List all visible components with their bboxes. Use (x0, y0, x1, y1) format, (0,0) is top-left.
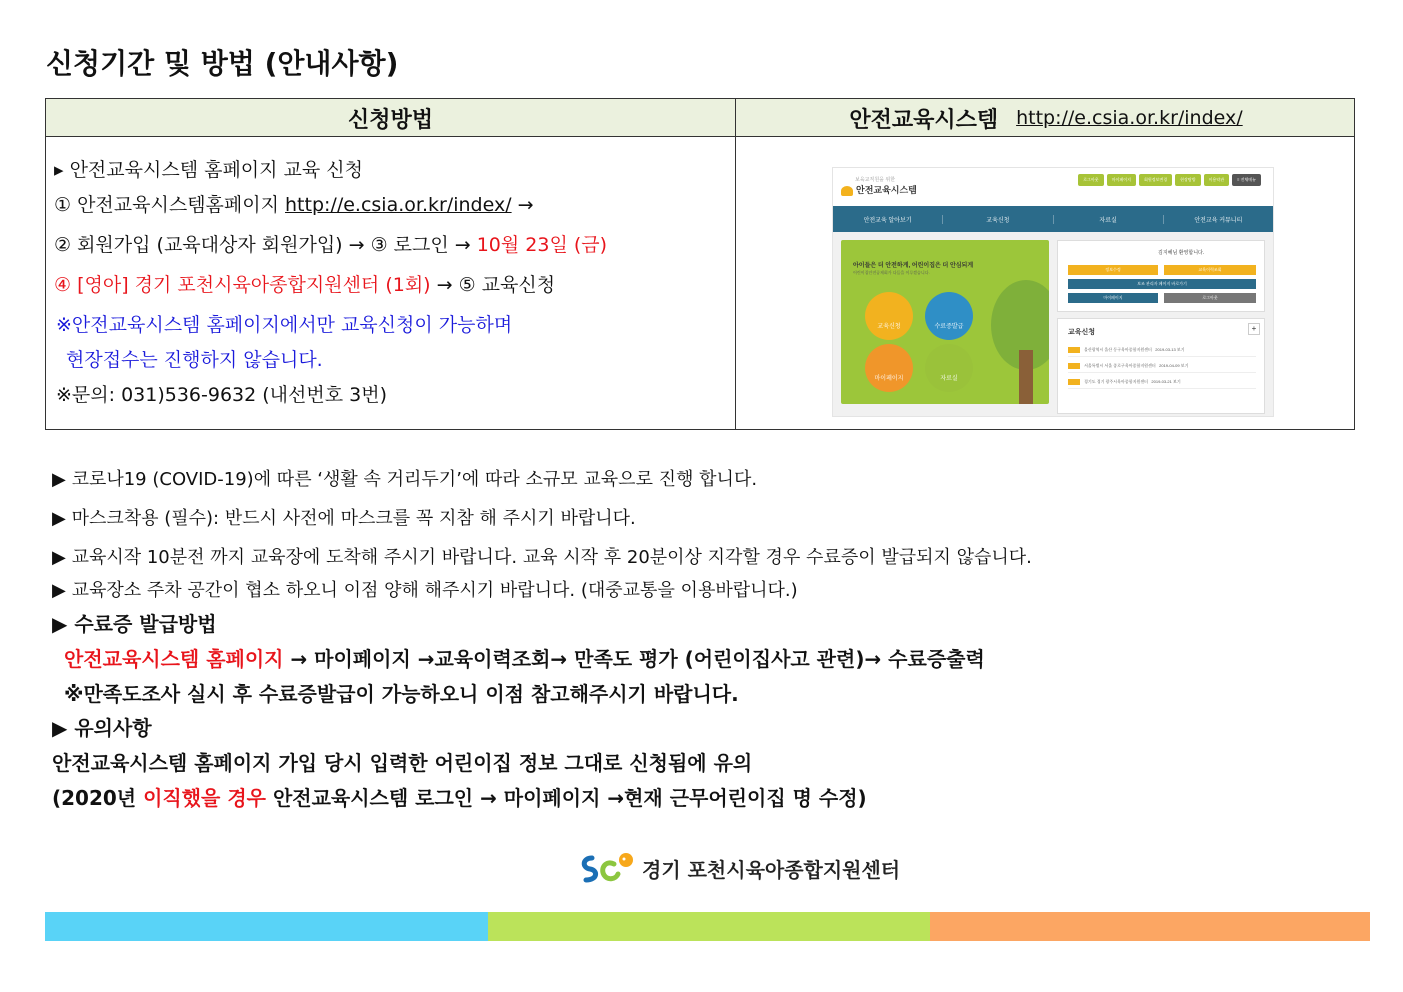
arrow-text: → (511, 194, 534, 216)
contact-info: ※문의: 031)536-9632 (내선번호 3번) (56, 384, 387, 406)
method-note-2: 현장접수는 진행하지 않습니다. (66, 349, 323, 371)
center-logo-icon (578, 850, 636, 886)
certificate-circle-button[interactable]: 수료증발급 (925, 292, 973, 340)
header-method: 신청방법 (46, 99, 736, 137)
welcome-text: 김지혜님 환영합니다. (1158, 250, 1205, 256)
logo-tagline: 보육교직원을 위한 (855, 177, 896, 183)
step-5-text: → ⑤ 교육신청 (430, 274, 556, 296)
hero-text: 아이들은 더 안전하게, 어린이집은 더 안심되게 (853, 263, 974, 269)
visit-button[interactable]: 현장탐방 (1175, 174, 1200, 186)
list-item[interactable]: 경기도 경기 광주시육아종합지원센터 2019-03-21 보기 (1068, 379, 1256, 389)
resources-circle-button[interactable]: 자료실 (925, 344, 973, 392)
logo-mark-icon (841, 186, 853, 196)
info-table (45, 98, 1355, 430)
footer-org-name: 경기 포천시육아종합지원센터 (642, 857, 901, 882)
method-note-1: ※안전교육시스템 홈페이지에서만 교육신청이 가능하며 (56, 314, 513, 336)
list-item[interactable]: 울산광역시 울산 동구육아종합지원센터 2019-03-13 보기 (1068, 347, 1256, 357)
edit-profile-button[interactable]: 회원정보변경 (1139, 174, 1172, 186)
edit-info-button[interactable]: 정보수정 (1068, 265, 1158, 275)
note-arrival: ▶ 교육시작 10분전 까지 교육장에 도착해 주시기 바랍니다. 교육 시작 후 20분이상 지각할 경우 수료증이 발급되지 않습니다. (52, 547, 1032, 568)
history-button[interactable]: 교육이력조회 (1164, 265, 1256, 275)
caution-2-highlight: 이직했을 경우 (143, 786, 266, 810)
certificate-homepage-text: 안전교육시스템 홈페이지 (64, 647, 284, 671)
login-panel (1057, 240, 1265, 312)
nav-community[interactable]: 안전교육 커뮤니티 (1194, 217, 1243, 224)
sub-admin-button[interactable]: 보조 관리자 페이지 바로가기 (1068, 279, 1256, 289)
header-system (736, 99, 1356, 137)
system-screenshot (832, 167, 1274, 417)
login-logout-button[interactable]: 로그아웃 (1164, 293, 1256, 303)
page-title: 신청기간 및 방법 (안내사항) (46, 47, 399, 80)
system-body (833, 232, 1273, 417)
method-cell (46, 137, 736, 430)
logo-text: 안전교육시스템 (856, 185, 917, 195)
certificate-steps (64, 643, 985, 672)
mypage-circle-button[interactable]: 마이페이지 (865, 344, 913, 392)
method-line-4 (54, 270, 555, 297)
caution-line-2 (52, 782, 867, 811)
login-mypage-button[interactable]: 마이페이지 (1068, 293, 1158, 303)
footer-bar-orange (930, 912, 1370, 941)
header-system-label: 안전교육시스템 (849, 107, 999, 133)
certificate-steps-rest: → 마이페이지 →교육이력조회→ 만족도 평가 (어린이집사고 관련)→ 수료증출력 (283, 647, 985, 671)
caution-2-suffix: 안전교육시스템 로그인 → 마이페이지 →현재 근무어린이집 명 수정) (265, 786, 867, 810)
plus-icon[interactable]: + (1248, 323, 1260, 335)
caution-2-prefix: (2020년 (52, 786, 144, 810)
note-parking: ▶ 교육장소 주차 공간이 협소 하오니 이점 양해 해주시기 바랍니다. (대중교통을 이용바랍니다.) (52, 580, 798, 601)
apply-panel (1057, 318, 1265, 414)
system-nav (833, 206, 1273, 232)
mypage-button[interactable]: 마이페이지 (1107, 174, 1136, 186)
certificate-note: ※만족도조사 실시 후 수료증발급이 가능하오니 이점 참고해주시기 바랍니다. (64, 682, 739, 706)
step-2-3-text: ② 회원가입 (교육대상자 회원가입) → ③ 로그인 → (54, 234, 477, 256)
apply-date: 10월 23일 (금) (476, 234, 608, 256)
system-logo (841, 176, 917, 196)
note-mask: ▶ 마스크착용 (필수): 반드시 사전에 마스크를 꼭 지참 해 주시기 바랍니다. (52, 508, 636, 529)
all-menu-button[interactable]: ≡ 전체메뉴 (1232, 174, 1261, 186)
nav-resources[interactable]: 자료실 (1054, 215, 1164, 224)
nav-about[interactable]: 안전교육 알아보기 (833, 215, 943, 224)
caution-line-1: 안전교육시스템 홈페이지 가입 당시 입력한 어린이집 정보 그대로 신청됨에 유의 (52, 751, 753, 775)
note-covid: ▶ 코로나19 (COVID-19)에 따른 ‘생활 속 거리두기’에 따라 소규모 교육으로 진행 합니다. (52, 469, 758, 490)
tree-trunk-illustration (1019, 350, 1033, 404)
footer-bar-green (488, 912, 930, 941)
top-button-group (1078, 174, 1261, 186)
caution-heading: ▶ 유의사항 (52, 716, 152, 740)
apply-panel-title: 교육신청 (1068, 329, 1096, 336)
header-system-url-link[interactable]: http://e.csia.or.kr/index/ (1016, 107, 1243, 129)
method-line-3 (54, 230, 607, 257)
logout-button[interactable]: 로그아웃 (1078, 174, 1103, 186)
footer-bar-blue (45, 912, 488, 941)
hero-subtext: 어린이집안전공제회가 다듬을 이루겠습니다. (853, 270, 930, 275)
system-cell (736, 137, 1356, 430)
footer-logo (578, 850, 900, 886)
homepage-url-link[interactable]: http://e.csia.or.kr/index/ (285, 194, 512, 216)
list-item[interactable]: 서울특별시 서울 종로구육아종합지원센터 2019-04-09 보기 (1068, 363, 1256, 373)
table-header-row (46, 99, 1354, 137)
step-1-text: ① 안전교육시스템홈페이지 (54, 194, 286, 216)
terms-button[interactable]: 이용약관 (1204, 174, 1229, 186)
certificate-heading: ▶ 수료증 발급방법 (52, 612, 217, 636)
hero-banner (841, 240, 1049, 404)
nav-apply[interactable]: 교육신청 (943, 215, 1053, 224)
apply-circle-button[interactable]: 교육신청 (865, 292, 913, 340)
step-4-text: ④ [영아] 경기 포천시육아종합지원센터 (1회) (54, 274, 431, 296)
method-line-2 (54, 190, 534, 217)
method-line-1: ▸ 안전교육시스템 홈페이지 교육 신청 (54, 159, 364, 181)
